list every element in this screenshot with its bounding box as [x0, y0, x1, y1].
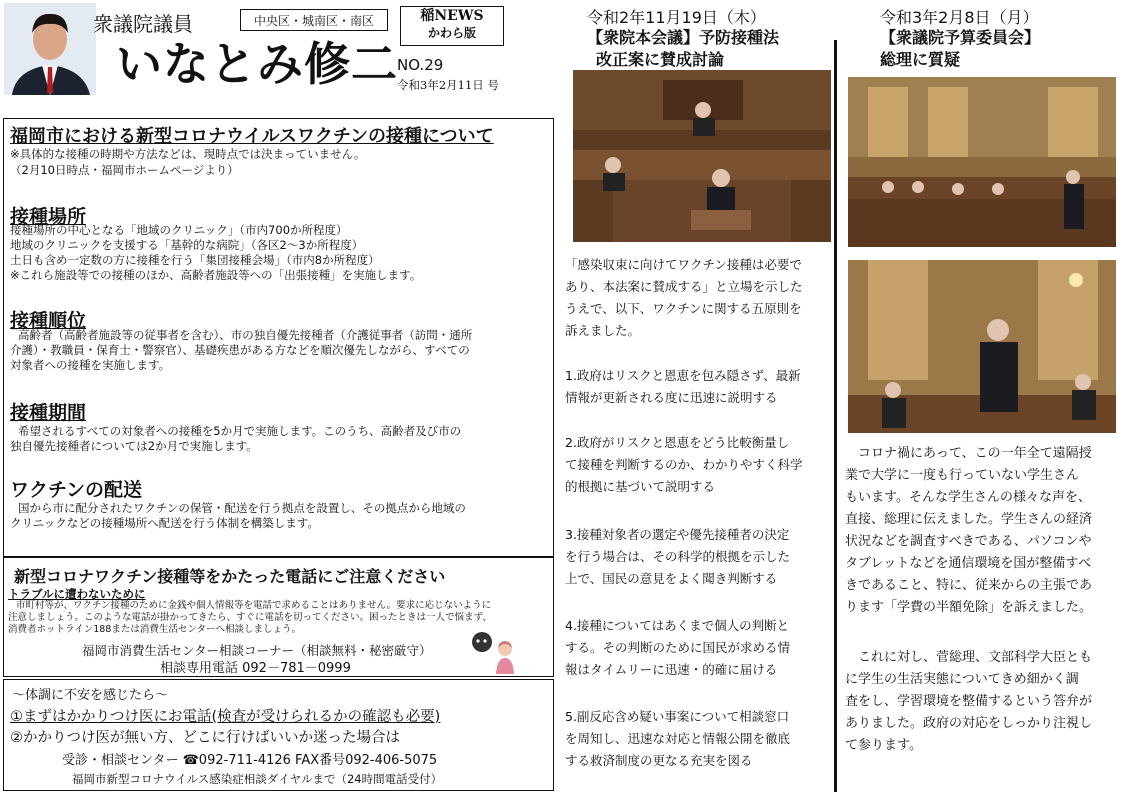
order-line: 高齢者（高齢者施設等の従事者を含む）、市の独自優先接種者（介護従事者（訪問・通所 [18, 328, 473, 342]
plenary-date: 令和2年11月19日（木） [587, 8, 766, 27]
budget-line: ありました。政府の対応をしっかり注視し [845, 716, 1093, 731]
principle-line: 情報が更新される度に迅速に説明する [565, 390, 778, 405]
scam-title: 新型コロナワクチン接種等をかたった電話にご注意ください [14, 567, 446, 586]
budget-line: もいます。そんな学生さんの様々な声を、 [845, 490, 1091, 505]
health-dial: 福岡市新型コロナウイルス感染症相談ダイヤルまで（24時間電話受付） [72, 772, 443, 786]
header-role: 衆議院議員 [93, 12, 193, 36]
plenary-intro-line: あり、本法案に賛成する」と立場を示した [565, 279, 803, 294]
budget-line: コロナ禍にあって、この一年全て遠隔授 [845, 446, 1092, 461]
health-item-1: ①まずはかかりつけ医にお電話(検査が受けられるかの確認も必要) [10, 709, 441, 725]
scam-line: 注意しましょう。このような電話が掛かってきたら、すぐに電話を切ってください。困ったときは一人で悩まず、 [8, 612, 492, 623]
principle-line: 2.政府がリスクと恩恵をどう比較衡量し [565, 435, 790, 450]
consumer-center: 福岡市消費生活センター相談コーナー（相談無料・秘密厳守） [82, 643, 432, 658]
budget-line: 直接、総理に伝えました。学生さんの経済 [845, 512, 1093, 527]
place-line: 地域のクリニックを支援する「基幹的な病院」（各区2～3か所程度） [10, 238, 364, 252]
principle-line: 3.接種対象者の選定や優先接種者の決定 [565, 527, 790, 542]
budget-committee-photo-1 [848, 77, 1116, 247]
principle-line: を周知し、迅速な対応と情報公開を徹底 [565, 731, 791, 746]
budget-date: 令和3年2月8日（月） [880, 8, 1039, 27]
scam-text [8, 600, 548, 636]
budget-line: きであること、特に、従来からの主張であ [845, 578, 1093, 593]
principle-5 [565, 706, 831, 772]
vaccine-note: ※具体的な接種の時期や方法などは、現時点では決まっていません。 [10, 147, 366, 161]
health-title: ～体調に不安を感じたら～ [12, 688, 169, 703]
period-line: 希望されるすべての対象者への接種を5か月で実施します。このうち、高齢者及び市の [18, 424, 462, 438]
order-text [10, 328, 550, 373]
plenary-title-2: 改正案に賛成討論 [596, 50, 725, 69]
period-heading: 接種期間 [10, 402, 87, 424]
budget-committee-photo-2 [848, 260, 1116, 433]
budget-line: 査をし、学習環境を整備するという答弁が [845, 694, 1093, 709]
principle-line: する。その判断のために国民が求める情 [565, 640, 791, 655]
principle-line: する救済制度の更なる充実を図る [565, 753, 753, 768]
place-list [10, 223, 545, 283]
column-divider [834, 40, 837, 792]
principle-4 [565, 615, 831, 681]
order-line: 対象者への接種を実施します。 [10, 358, 171, 372]
news-badge [400, 6, 504, 46]
consultation-phone: 相談専用電話 092－781－0999 [160, 661, 351, 676]
principle-line: 上で、国民の意見をよく聞き判断する [565, 571, 778, 586]
plenary-intro [565, 254, 831, 342]
budget-paragraph-2 [845, 647, 1117, 757]
plenary-intro-line: 「感染収束に向けてワクチン接種は必要で [565, 257, 802, 272]
scam-line: 消費者ホットライン188または消費生活センターへ相談しましょう。 [8, 624, 301, 635]
woman-icon [494, 640, 516, 674]
principle-line: 4.接種についてはあくまで個人の判断と [565, 618, 790, 633]
place-heading: 接種場所 [10, 206, 87, 228]
vaccine-title: 福岡市における新型コロナウイルスワクチンの接種について [10, 126, 494, 147]
order-heading: 接種順位 [10, 310, 87, 332]
plenary-intro-line: 訴えました。 [565, 323, 641, 338]
issue-date: 令和3年2月11日 号 [397, 78, 499, 92]
budget-line: 状況などを調査すべきである、パソコンや [845, 534, 1092, 549]
budget-title-2: 総理に質疑 [880, 50, 961, 69]
plenary-session-photo [573, 70, 831, 242]
delivery-text [10, 501, 550, 531]
principle-line: 的根拠に基づいて説明する [565, 479, 716, 494]
principle-2 [565, 432, 831, 498]
place-line: ※これら施設等での接種のほか、高齢者施設等への「出張接種」を実施します。 [10, 268, 422, 282]
principle-3 [565, 524, 831, 590]
budget-line: タブレットなどを通信環境を国が整備すべ [845, 556, 1092, 571]
period-line: 独自優先接種者については2か月で実施します。 [10, 439, 258, 453]
news-subtitle: かわら版 [427, 26, 476, 40]
period-text [10, 424, 550, 454]
news-title: 稲NEWS [420, 8, 484, 24]
plenary-title-1: 【衆院本会議】予防接種法 [587, 28, 780, 47]
plenary-intro-line: うえで、以下、ワクチンに関する五原則を [565, 301, 802, 316]
portrait-photo [4, 3, 96, 95]
scam-subtitle: トラブルに遭わないために [8, 587, 146, 601]
budget-line: て参ります。 [845, 738, 922, 753]
budget-title-1: 【衆議院予算委員会】 [880, 28, 1041, 47]
principle-line: 報はタイムリーに迅速・的確に届ける [565, 662, 778, 677]
delivery-heading: ワクチンの配送 [10, 479, 143, 501]
scam-line: 市町村等が、ワクチン接種のために金銭や個人情報等を電話で求めることはありません。要求に応じないように [16, 600, 492, 611]
health-item-2: ②かかりつけ医が無い方、どこに行けばいいか迷った場合は [10, 730, 400, 746]
principle-line: て接種を判断するのか、わかりやすく科学 [565, 457, 803, 472]
budget-line: ります「学費の半額免除」を訴えました。 [845, 600, 1093, 615]
issue-number: NO.29 [397, 56, 444, 74]
principle-line: 1.政府はリスクと恩恵を包み隠さず、最新 [565, 368, 801, 383]
health-center: 受診・相談センター ☎092-711-4126 FAX番号092-406-5075 [62, 753, 438, 768]
vaccine-note-source: （2月10日時点・福岡市ホームページより） [10, 163, 239, 177]
principle-line: を行う場合は、その科学的根拠を示した [565, 549, 791, 564]
principle-line: 5.副反応含め疑い事案について相談窓口 [565, 709, 790, 724]
delivery-line: 国から市に配分されたワクチンの保管・配送を行う拠点を設置し、その拠点から地域の [18, 501, 466, 515]
delivery-line: クリニックなどの接種場所へ配送を行う体制を構築します。 [10, 516, 319, 530]
budget-line: 業で大学に一度も行っていない学生さん [845, 468, 1080, 483]
order-line: 介護）・教職員・保育士・警察官）、基礎疾患がある方などを順次優先しながら、すべての [10, 343, 470, 357]
budget-line: これに対し、菅総理、文部科学大臣とも [845, 650, 1093, 665]
worried-person-icon [470, 630, 494, 654]
place-line: 接種場所の中心となる「地域のクリニック」（市内700か所程度） [10, 223, 348, 237]
candidate-name: いなとみ修二 [116, 37, 398, 91]
place-line: 土日も含め一定数の方に接種を行う「集団接種会場」（市内8か所程度） [10, 253, 380, 267]
header-district: 中央区・城南区・南区 [240, 9, 388, 31]
budget-paragraph-1 [845, 443, 1117, 619]
principle-1 [565, 365, 831, 409]
budget-line: に学生の生活実態についてきめ細かく調 [845, 672, 1079, 687]
